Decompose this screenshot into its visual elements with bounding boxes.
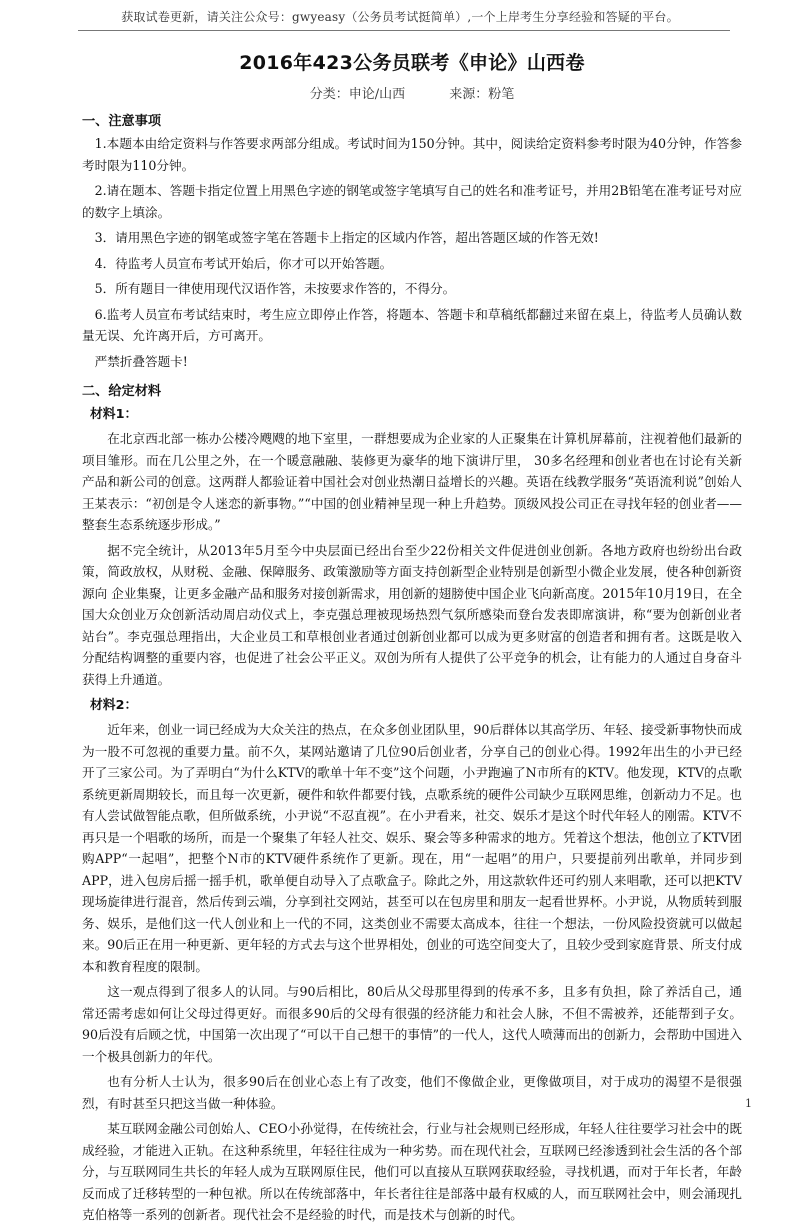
note-item: 5．所有题目一律使用现代汉语作答，未按要求作答的，不得分。 bbox=[94, 281, 456, 296]
note-item: 4．待监考人员宣布考试开始后，你才可以开始答题。 bbox=[94, 255, 393, 271]
note-warning: 严禁折叠答题卡! bbox=[94, 353, 188, 369]
note-item: 3．请用黑色字迹的钢笔或签字笔在答题卡上指定的区域内作答，超出答题区域的作答无效! bbox=[94, 230, 599, 245]
material-paragraph: 也有分析人士认为，很多90后在创业心态上有了改变，他们不像做企业，更像做项目，对于成功的渴望不是很强烈，有时甚至只把这当做一种体验。 bbox=[82, 1074, 742, 1111]
page-number: 1 bbox=[745, 1097, 752, 1110]
material-paragraph: 某互联网金融公司创始人、CEO小孙觉得，在传统社会，行业与社会规则已经形成，年轻人往往要学习社会中的既成经验，才能进入正轨。在这种系统里，年轻往往成为一种劣势。而在现代社会，互联网已经渗透到社会生活的各个部分，与互联网同生共长的年轻人成为互联网原住民，他们可以直接从互联网获取经验，寻找机遇，而对于年长者，年龄反而成了迁移转型的一种包袱。所以在传统部落中，年长者往往是部落中最有权威的人，而互联网社会中，则会涌现扎克伯格等一系列的创新者。现代社会不是经验的时代，而是技术与创新的时代。 bbox=[82, 1121, 742, 1222]
material-2-label: 材料2： bbox=[90, 698, 138, 713]
section-heading-notes: 一、注意事项 bbox=[82, 114, 162, 129]
note-item: 2.请在题本、答题卡指定位置上用黑色字迹的钢笔或签字笔填写自己的姓名和准考证号，并用2B铅笔在准考证号对应的数字上填涂。 bbox=[82, 183, 742, 220]
section-heading-materials: 二、给定材料 bbox=[82, 384, 162, 399]
document-title: 2016年423公务员联考《申论》山西卷 bbox=[239, 52, 585, 74]
material-paragraph: 这一观点得到了很多人的认同。与90后相比，80后从父母那里得到的传承不多，且多有负担，除了养活自己，通常还需考虑如何让父母过得更好。而很多90后的父母有很强的经济能力和社会人脉，不但不需被养，还能帮到子女。90后没有后顾之忧，中国第一次出现了“可以干自己想干的事情”的一代人，这代人喷薄而出的创新力，会帮助中国进入一个极具创新力的年代。 bbox=[82, 984, 742, 1064]
source-label: 来源：粉笔 bbox=[449, 87, 515, 102]
note-item: 1.本题本由给定资料与作答要求两部分组成。考试时间为150分钟。其中，阅读给定资料参考时限为40分钟，作答参考时限为110分钟。 bbox=[82, 136, 742, 173]
material-1-label: 材料1： bbox=[90, 407, 138, 422]
material-paragraph: 据不完全统计，从2013年5月至今中央层面已经出台至少22份相关文件促进创业创新。各地方政府也纷纷出台政策，简政放权，从财税、金融、保障服务、政策激励等方面支持创新型企业特别是创新型小微企业发展，使各种创新资源向 企业集聚，让更多金融产品和服务对接创新需求，用创新的翅膀使中国企业飞向新高度。2015年10月19日，在全国大众创业万众创新活动周启动仪式上，李克强总理被现场热烈气氛所感染而登台发表即席演讲，称“要为创新创业者站台”。李克强总理指出，大企业员工和草根创业者通过创新创业都可以成为更多财富的创造者和拥有者。这既是收入分配结构调整的重要内容，也促进了社会公平正义。双创为所有人提供了公平竞争的机会，让有能力的人通过自身奋斗获得上升通道。 bbox=[82, 542, 743, 687]
category-label: 分类：申论/山西 bbox=[309, 87, 406, 102]
document-content bbox=[82, 44, 742, 1230]
top-banner: 获取试卷更新，请关注公众号：gwyeasy（公务员考试挺简单）,一个上岸考生分享经验和答疑的平台。 bbox=[121, 10, 679, 24]
document-meta bbox=[82, 83, 742, 102]
note-item: 6.监考人员宣布考试结束时，考生应立即停止作答，将题本、答题卡和草稿纸都翻过来留在桌上，待监考人员确认数量无误、允许离开后，方可离开。 bbox=[82, 306, 742, 343]
material-paragraph: 在北京西北部一栋办公楼冷飕飕的地下室里，一群想要成为企业家的人正聚集在计算机屏幕前，注视着他们最新的项目雏形。而在几公里之外，在一个暖意融融、装修更为豪华的地下演讲厅里， 30多名经理和创业者也在讨论有关新产品和新公司的创意。这两群人都验证着中国社会对创业热潮日益增长的兴趣。英语在线教学服务“英语流利说”创始人王某表示：“初创是令人迷恋的新事物。”“中国的创业精神呈现一种上升趋势。顶级风投公司正在寻找年轻的创业者——整套生态系统逐步形成。” bbox=[82, 431, 742, 532]
material-paragraph: 近年来，创业一词已经成为大众关注的热点，在众多创业团队里，90后群体以其高学历、年轻、接受新事物快而成为一股不可忽视的重要力量。前不久，某网站邀请了几位90后创业者，分享自己的创业心得。1992年出生的小尹已经开了三家公司。为了弄明白“为什么KTV的歌单十年不变”这个问题，小尹跑遍了N市所有的KTV。他发现，KTV的点歌系统更新周期较长，而且每一次更新，硬件和软件都要付钱，点歌系统的硬件公司缺少互联网思维，创新动力不足。也有人尝试做智能点歌，但所做系统，小尹说“不忍直视”。在小尹看来，社交、娱乐才是这个时代年轻人的刚需。KTV不再只是一个唱歌的场所，而是一个聚集了年轻人社交、娱乐、聚会等多种需求的地方。凭着这个想法，他创立了KTV团购APP“一起唱”，把整个N市的KTV硬件系统作了更新。现在，用“一起唱”的用户，只要提前列出歌单，并同步到APP，进入包房后摇一摇手机，歌单便自动导入了点歌盒子。除此之外，用这款软件还可约别人来唱歌，还可以把KTV现场旋律进行混音，然后传到云端，分享到社交网站，甚至可以在包房里和朋友一起看世界杯。小尹说，从物质转到服务、娱乐，是他们这一代人创业和上一代的不同，这类创业不需要太高成本，往往一个想法，一份风险投资就可以做起来。90后正在用一种更新、更年轻的方式去与这个世界相处，创业的可选空间变大了，且较少受到家庭背景、所支付成本和教育程度的限制。 bbox=[82, 722, 742, 974]
banner-divider bbox=[78, 30, 730, 31]
